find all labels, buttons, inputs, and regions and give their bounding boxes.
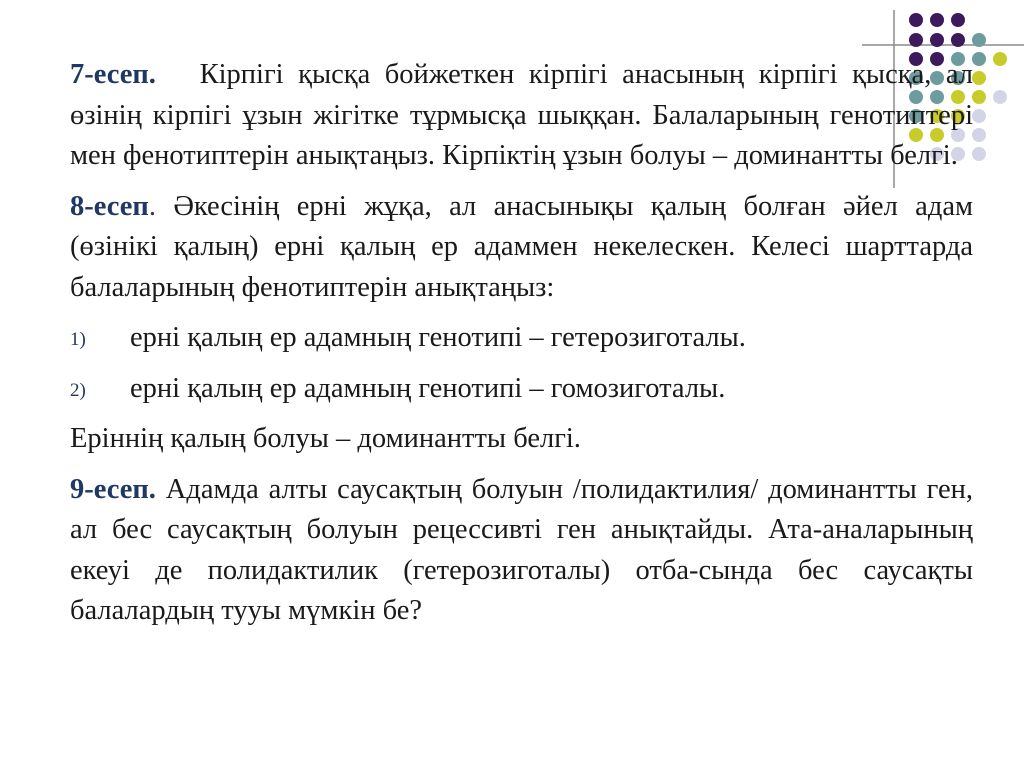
- problem-9: [70, 470, 973, 632]
- problem-8-label: 8-есеп: [70, 190, 149, 222]
- problem-7: [70, 55, 973, 177]
- problem-9-label: 9-есеп.: [70, 473, 156, 505]
- problem-8-label-dot: .: [148, 190, 156, 222]
- slide-content: [70, 55, 973, 642]
- problem-8-item-1: [70, 318, 973, 359]
- problem-8-text: Әкесінің ерні жұқа, ал анасынықы қалың болған әйел адам (өзінікі қалың) ерні қалың ер адаммен некелескен. Келесі шарттарда балаларының фенотиптерін анықтаңыз:: [70, 190, 974, 303]
- item-text: ерні қалың ер адамның генотипі – гомозиготалы.: [130, 372, 726, 404]
- problem-8: [70, 187, 973, 309]
- problem-7-label: 7-есеп.: [70, 59, 156, 90]
- item-text: ерні қалың ер адамның генотипі – гетерозиготалы.: [130, 322, 746, 353]
- item-number: 2): [70, 379, 86, 401]
- problem-8-item-2: [70, 369, 973, 410]
- problem-9-text: Адамда алты саусақтың болуын /полидактилия/ доминантты ген, ал бес саусақтың болуын рецессивті ген анықтайды. Ата-аналарының екеуі де полидактилик (гетерозиготалы) отба-сында бес саусақты балалардың тууы мүмкін бе?: [70, 473, 973, 626]
- item-number: 1): [70, 329, 86, 350]
- problem-8-note: Еріннің қалың болуы – доминантты белгі.: [70, 423, 581, 454]
- problem-7-text: Кірпігі қысқа бойжеткен кірпігі анасының кірпігі қысқа, ал өзінің кірпігі ұзын жігітке тұрмысқа шыққан. Балаларының генотиптері мен фенотиптерін анықтаңыз. Кірпіктің ұзын болуы – доминантты белгі.: [70, 59, 974, 171]
